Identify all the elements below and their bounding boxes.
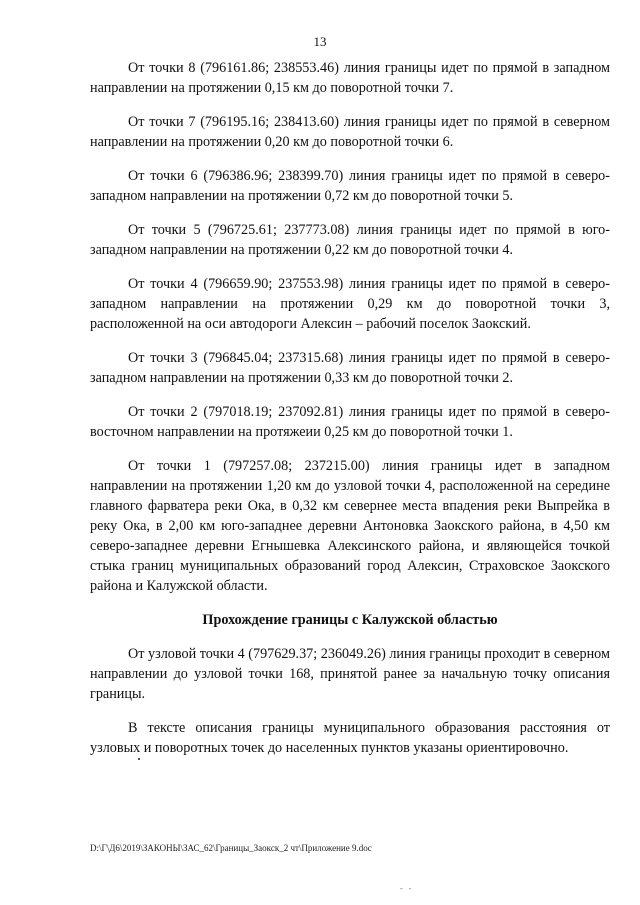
paragraph-point-3: От точки 3 (796845.04; 237315.68) линия границы идет по прямой в северо-западном направлении на протяжении 0,33 км до поворотной точки 2. xyxy=(90,350,610,386)
footer-file-path: D:\Г\Д6\2019\ЗАКОНЫ\ЗАС_62\Границы_Заокск_2 чт\Приложение 9.doc xyxy=(90,843,372,853)
paragraph-point-4: От точки 4 (796659.90; 237553.98) линия границы идет по прямой в северо-западном направлении на протяжении 0,29 км до поворотной точки 3, расположенной на оси автодороги Алексин – рабочий поселок Заокский. xyxy=(90,276,610,332)
section-heading: Прохождение границы с Калужской областью xyxy=(202,612,498,628)
paragraph-note: В тексте описания границы муниципального образования расстояния от узловых и поворотных точек до населенных пунктов указаны ориентировочно. xyxy=(90,720,610,756)
paragraph-point-8: От точки 8 (796161.86; 238553.46) линия границы идет по прямой в западном направлении на протяжении 0,15 км до поворотной точки 7. xyxy=(90,60,610,96)
footer-corner-mark: - - xyxy=(400,884,414,893)
scan-dot-mark xyxy=(138,758,140,760)
paragraph-point-5: От точки 5 (796725.61; 237773.08) линия границы идет по прямой в юго-западном направлении на протяжении 0,22 км до поворотной точки 4. xyxy=(90,222,610,258)
paragraph-point-1: От точки 1 (797257.08; 237215.00) линия границы идет в западном направлении на протяжении 1,20 км до узловой точки 4, расположенной на середине главного фарватера реки Ока, в 0,32 км севернее места впадения реки Выпрейка в реку Ока, в 2,00 км юго-западнее деревни Антоновка Заокского района, в 4,50 км северо-западнее деревни Егнышевка Алексинского района, и являющейся точкой стыка границ муниципальных образований город Алексин, Страховское Заокского района и Калужской области. xyxy=(90,458,610,594)
paragraph-point-7: От точки 7 (796195.16; 238413.60) линия границы идет по прямой в северном направлении на протяжении 0,20 км до поворотной точки 6. xyxy=(90,114,610,150)
paragraph-point-2: От точки 2 (797018.19; 237092.81) линия границы идет по прямой в северо-восточном направлении на протяжеии 0,25 км до поворотной точки 1. xyxy=(90,404,610,440)
paragraph-node-4: От узловой точки 4 (797629.37; 236049.26) линия границы проходит в северном направлении до узловой точки 168, принятой ранее за начальную точку описания границы. xyxy=(90,646,610,702)
page-number: 13 xyxy=(313,34,327,49)
document-body xyxy=(90,58,610,772)
paragraph-point-6: От точки 6 (796386.96; 238399.70) линия границы идет по прямой в северо-западном направлении на протяжении 0,72 км до поворотной точки 5. xyxy=(90,168,610,204)
